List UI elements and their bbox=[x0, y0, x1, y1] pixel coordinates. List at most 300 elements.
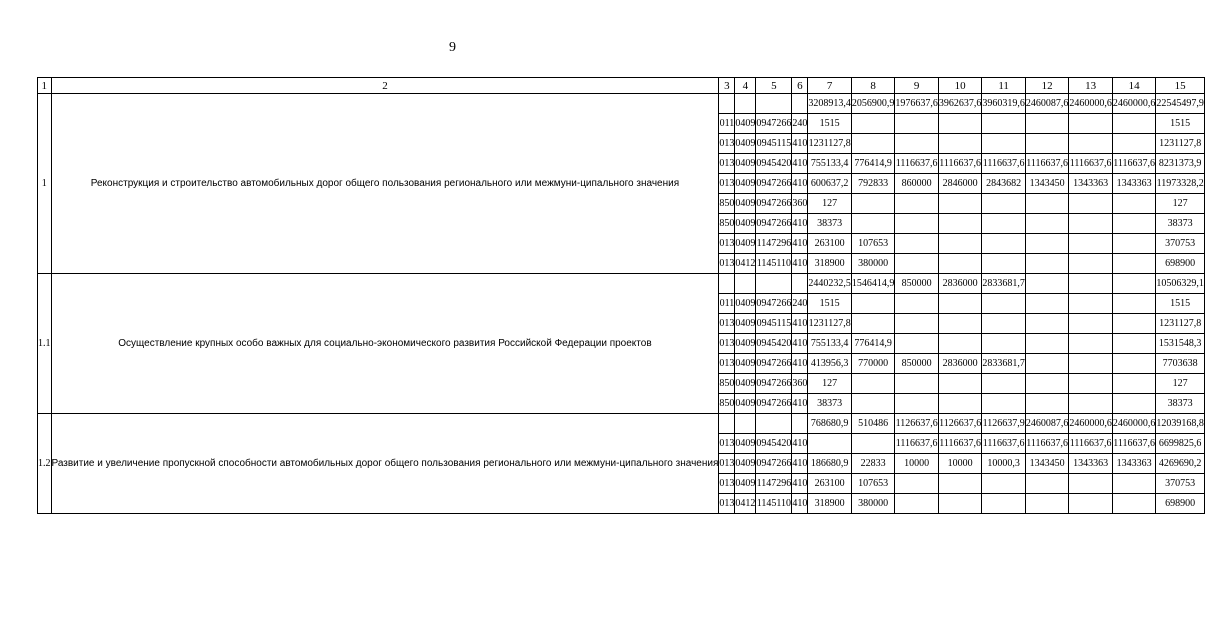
table-cell: 013 bbox=[719, 234, 735, 254]
table-cell: 013 bbox=[719, 454, 735, 474]
table-cell: 410 bbox=[792, 434, 808, 454]
table-cell: 1126637,6 bbox=[895, 414, 939, 434]
table-cell: 013 bbox=[719, 254, 735, 274]
table-cell: 2460000,6 bbox=[1112, 414, 1156, 434]
table-cell: 240 bbox=[792, 114, 808, 134]
table-header bbox=[38, 78, 1205, 94]
table-cell: 127 bbox=[1156, 374, 1205, 394]
table-cell: 0947266 bbox=[756, 214, 792, 234]
table-cell bbox=[1025, 354, 1069, 374]
table-cell bbox=[982, 474, 1026, 494]
column-header: 3 bbox=[719, 78, 735, 94]
table-cell: 1126637,6 bbox=[938, 414, 982, 434]
table-cell bbox=[1112, 114, 1156, 134]
table-cell: 360 bbox=[792, 194, 808, 214]
table-cell bbox=[1112, 394, 1156, 414]
table-cell bbox=[982, 294, 1026, 314]
table-cell bbox=[719, 414, 735, 434]
table-cell bbox=[851, 374, 895, 394]
column-header: 10 bbox=[938, 78, 982, 94]
table-cell: 410 bbox=[792, 474, 808, 494]
column-header: 12 bbox=[1025, 78, 1069, 94]
budget-table bbox=[37, 77, 1205, 514]
table-cell bbox=[1112, 234, 1156, 254]
table-cell: 0947266 bbox=[756, 394, 792, 414]
table-cell bbox=[938, 494, 982, 514]
table-cell bbox=[982, 114, 1026, 134]
table-cell: 1976637,6 bbox=[895, 94, 939, 114]
table-row bbox=[38, 414, 1205, 434]
table-cell: 1343363 bbox=[1112, 454, 1156, 474]
table-cell: 38373 bbox=[1156, 214, 1205, 234]
table-cell bbox=[1025, 374, 1069, 394]
table-cell bbox=[938, 254, 982, 274]
table-cell bbox=[895, 114, 939, 134]
table-cell bbox=[1069, 194, 1113, 214]
table-cell bbox=[756, 274, 792, 294]
table-cell: 1116637,6 bbox=[1112, 434, 1156, 454]
table-cell: 1231127,8 bbox=[808, 314, 852, 334]
table-cell bbox=[895, 494, 939, 514]
column-header: 4 bbox=[735, 78, 756, 94]
table-cell bbox=[1112, 474, 1156, 494]
table-cell: 013 bbox=[719, 314, 735, 334]
table-cell: 755133,4 bbox=[808, 334, 852, 354]
table-cell: 127 bbox=[808, 374, 852, 394]
table-cell: 0409 bbox=[735, 354, 756, 374]
table-cell: 1231127,8 bbox=[1156, 134, 1205, 154]
table-cell bbox=[1069, 314, 1113, 334]
table-cell: 1145110 bbox=[756, 494, 792, 514]
table-cell: 510486 bbox=[851, 414, 895, 434]
table-cell bbox=[938, 474, 982, 494]
table-cell bbox=[792, 274, 808, 294]
table-cell bbox=[719, 94, 735, 114]
table-cell: 186680,9 bbox=[808, 454, 852, 474]
table-cell bbox=[938, 314, 982, 334]
table-cell: 263100 bbox=[808, 474, 852, 494]
table-cell bbox=[982, 234, 1026, 254]
table-cell bbox=[1025, 314, 1069, 334]
table-cell bbox=[938, 374, 982, 394]
section-number: 1 bbox=[38, 94, 52, 274]
table-cell: 410 bbox=[792, 354, 808, 374]
table-cell: 410 bbox=[792, 394, 808, 414]
table-cell bbox=[1025, 134, 1069, 154]
table-cell bbox=[982, 134, 1026, 154]
column-header: 15 bbox=[1156, 78, 1205, 94]
table-cell bbox=[895, 474, 939, 494]
page-number: 9 bbox=[449, 40, 456, 55]
table-cell bbox=[735, 414, 756, 434]
column-header: 8 bbox=[851, 78, 895, 94]
table-cell: 1116637,6 bbox=[1069, 434, 1113, 454]
table-cell: 0945420 bbox=[756, 334, 792, 354]
table-cell: 1343363 bbox=[1069, 454, 1113, 474]
table-cell bbox=[719, 274, 735, 294]
table-cell: 0947266 bbox=[756, 294, 792, 314]
table-cell bbox=[1069, 134, 1113, 154]
table-cell: 1147296 bbox=[756, 474, 792, 494]
section-number: 1.2 bbox=[38, 414, 52, 514]
table-cell: 263100 bbox=[808, 234, 852, 254]
table-cell: 011 bbox=[719, 114, 735, 134]
table-cell: 850 bbox=[719, 194, 735, 214]
table-cell: 0947266 bbox=[756, 374, 792, 394]
column-header: 5 bbox=[756, 78, 792, 94]
table-cell bbox=[982, 194, 1026, 214]
table-cell bbox=[1025, 334, 1069, 354]
table-cell bbox=[895, 254, 939, 274]
table-cell: 410 bbox=[792, 214, 808, 234]
table-cell bbox=[982, 374, 1026, 394]
table-cell bbox=[1112, 334, 1156, 354]
table-cell bbox=[1112, 374, 1156, 394]
table-cell bbox=[1112, 494, 1156, 514]
column-header: 7 bbox=[808, 78, 852, 94]
table-cell bbox=[895, 334, 939, 354]
table-row bbox=[38, 94, 1205, 114]
table-cell: 013 bbox=[719, 174, 735, 194]
table-cell: 0945115 bbox=[756, 134, 792, 154]
table-cell bbox=[1112, 214, 1156, 234]
table-cell: 410 bbox=[792, 134, 808, 154]
table-cell bbox=[938, 214, 982, 234]
table-cell bbox=[1112, 194, 1156, 214]
table-cell: 0409 bbox=[735, 194, 756, 214]
table-cell: 0409 bbox=[735, 174, 756, 194]
table-cell: 1515 bbox=[1156, 294, 1205, 314]
table-cell: 013 bbox=[719, 494, 735, 514]
table-cell: 850 bbox=[719, 214, 735, 234]
table-cell bbox=[1025, 394, 1069, 414]
table-cell: 1116637,6 bbox=[982, 434, 1026, 454]
table-cell bbox=[1112, 294, 1156, 314]
table-cell: 1116637,6 bbox=[1025, 434, 1069, 454]
table-cell bbox=[895, 194, 939, 214]
table-cell: 0409 bbox=[735, 374, 756, 394]
table-cell: 107653 bbox=[851, 234, 895, 254]
table-cell: 776414,9 bbox=[851, 154, 895, 174]
table-cell bbox=[982, 394, 1026, 414]
table-cell: 360 bbox=[792, 374, 808, 394]
table-cell: 1515 bbox=[1156, 114, 1205, 134]
table-cell bbox=[851, 194, 895, 214]
table-cell bbox=[1025, 114, 1069, 134]
table-cell: 2460087,6 bbox=[1025, 94, 1069, 114]
table-cell: 127 bbox=[808, 194, 852, 214]
table-cell: 013 bbox=[719, 434, 735, 454]
table-cell: 0412 bbox=[735, 254, 756, 274]
table-cell: 3962637,6 bbox=[938, 94, 982, 114]
table-cell bbox=[792, 94, 808, 114]
table-cell bbox=[1069, 254, 1113, 274]
table-cell: 1116637,6 bbox=[895, 434, 939, 454]
table-cell bbox=[808, 434, 852, 454]
table-cell bbox=[1069, 234, 1113, 254]
table-cell bbox=[851, 294, 895, 314]
table-cell: 1116637,6 bbox=[1112, 154, 1156, 174]
table-cell: 410 bbox=[792, 254, 808, 274]
table-cell bbox=[1069, 374, 1113, 394]
table-cell: 2843682 bbox=[982, 174, 1026, 194]
table-cell: 380000 bbox=[851, 254, 895, 274]
table-cell: 0945420 bbox=[756, 154, 792, 174]
table-cell bbox=[1025, 474, 1069, 494]
table-cell: 0945420 bbox=[756, 434, 792, 454]
table-cell bbox=[938, 334, 982, 354]
table-cell: 013 bbox=[719, 134, 735, 154]
table-cell: 0947266 bbox=[756, 174, 792, 194]
table-cell: 0409 bbox=[735, 114, 756, 134]
table-cell: 1116637,6 bbox=[895, 154, 939, 174]
table-cell: 38373 bbox=[808, 394, 852, 414]
table-cell: 0409 bbox=[735, 294, 756, 314]
table-cell bbox=[1069, 274, 1113, 294]
table-cell: 850000 bbox=[895, 354, 939, 374]
table-cell: 410 bbox=[792, 454, 808, 474]
table-cell: 776414,9 bbox=[851, 334, 895, 354]
table-cell: 10506329,1 bbox=[1156, 274, 1205, 294]
table-cell bbox=[1112, 314, 1156, 334]
table-cell: 1231127,8 bbox=[1156, 314, 1205, 334]
table-cell: 413956,3 bbox=[808, 354, 852, 374]
table-cell: 1343450 bbox=[1025, 174, 1069, 194]
table-cell bbox=[851, 134, 895, 154]
table-cell bbox=[1025, 214, 1069, 234]
table-cell bbox=[895, 374, 939, 394]
table-cell bbox=[851, 314, 895, 334]
table-cell bbox=[938, 114, 982, 134]
table-cell: 1515 bbox=[808, 114, 852, 134]
table-cell bbox=[1069, 114, 1113, 134]
table-cell bbox=[938, 294, 982, 314]
table-cell: 107653 bbox=[851, 474, 895, 494]
table-cell: 698900 bbox=[1156, 494, 1205, 514]
table-cell: 0947266 bbox=[756, 454, 792, 474]
table-cell: 1147296 bbox=[756, 234, 792, 254]
table-cell: 770000 bbox=[851, 354, 895, 374]
table-cell bbox=[1025, 274, 1069, 294]
table-cell bbox=[982, 214, 1026, 234]
table-cell: 2836000 bbox=[938, 274, 982, 294]
table-cell bbox=[982, 314, 1026, 334]
table-cell: 0409 bbox=[735, 474, 756, 494]
table-cell bbox=[895, 134, 939, 154]
table-cell bbox=[938, 194, 982, 214]
table-cell: 22545497,9 bbox=[1156, 94, 1205, 114]
table-cell bbox=[735, 274, 756, 294]
table-cell: 10000 bbox=[895, 454, 939, 474]
table-cell bbox=[1025, 494, 1069, 514]
table-cell: 370753 bbox=[1156, 474, 1205, 494]
table-cell bbox=[1069, 474, 1113, 494]
table-cell: 0947266 bbox=[756, 114, 792, 134]
table-cell bbox=[792, 414, 808, 434]
table-cell: 0412 bbox=[735, 494, 756, 514]
table-cell: 410 bbox=[792, 334, 808, 354]
table-cell: 1116637,6 bbox=[1069, 154, 1113, 174]
section-name: Реконструкция и строительство автомобильных дорог общего пользования регионального или межмуни-ципального значения bbox=[51, 94, 719, 274]
table-cell bbox=[938, 134, 982, 154]
table-cell bbox=[756, 414, 792, 434]
section-name: Осуществление крупных особо важных для социально-экономического развития Российской Федерации проектов bbox=[51, 274, 719, 414]
table-cell bbox=[735, 94, 756, 114]
table-cell: 1343363 bbox=[1069, 174, 1113, 194]
table-cell: 698900 bbox=[1156, 254, 1205, 274]
table-cell: 0409 bbox=[735, 154, 756, 174]
table-cell: 4269690,2 bbox=[1156, 454, 1205, 474]
table-cell bbox=[1112, 274, 1156, 294]
table-cell bbox=[982, 494, 1026, 514]
table-cell: 1343363 bbox=[1112, 174, 1156, 194]
table-cell: 1126637,9 bbox=[982, 414, 1026, 434]
table-cell: 318900 bbox=[808, 494, 852, 514]
column-header: 14 bbox=[1112, 78, 1156, 94]
table-cell: 0409 bbox=[735, 234, 756, 254]
table-cell bbox=[895, 394, 939, 414]
table-cell: 0409 bbox=[735, 134, 756, 154]
table-cell: 850 bbox=[719, 374, 735, 394]
table-cell bbox=[1025, 254, 1069, 274]
table-cell: 2440232,5 bbox=[808, 274, 852, 294]
table-cell bbox=[1069, 294, 1113, 314]
table-cell: 8231373,9 bbox=[1156, 154, 1205, 174]
table-cell: 1343450 bbox=[1025, 454, 1069, 474]
table-cell: 0945115 bbox=[756, 314, 792, 334]
table-cell: 38373 bbox=[1156, 394, 1205, 414]
table-cell: 1515 bbox=[808, 294, 852, 314]
table-cell: 2833681,7 bbox=[982, 274, 1026, 294]
table-cell: 410 bbox=[792, 314, 808, 334]
table-cell: 0409 bbox=[735, 334, 756, 354]
table-cell bbox=[895, 314, 939, 334]
table-cell bbox=[1025, 234, 1069, 254]
table-cell: 1145110 bbox=[756, 254, 792, 274]
table-cell: 768680,9 bbox=[808, 414, 852, 434]
table-cell: 0947266 bbox=[756, 194, 792, 214]
table-cell: 22833 bbox=[851, 454, 895, 474]
table-cell bbox=[1069, 394, 1113, 414]
table-cell: 0409 bbox=[735, 434, 756, 454]
table-cell: 0409 bbox=[735, 314, 756, 334]
table-cell: 3208913,4 bbox=[808, 94, 852, 114]
table-cell: 410 bbox=[792, 154, 808, 174]
table-cell: 2836000 bbox=[938, 354, 982, 374]
table-cell: 11973328,2 bbox=[1156, 174, 1205, 194]
table-cell: 013 bbox=[719, 474, 735, 494]
table-cell bbox=[1112, 354, 1156, 374]
table-cell bbox=[851, 434, 895, 454]
table-cell: 2460000,6 bbox=[1069, 94, 1113, 114]
table-cell: 2460087,6 bbox=[1025, 414, 1069, 434]
section-number: 1.1 bbox=[38, 274, 52, 414]
table-cell: 860000 bbox=[895, 174, 939, 194]
table-cell: 12039168,8 bbox=[1156, 414, 1205, 434]
table-cell bbox=[982, 254, 1026, 274]
column-header: 1 bbox=[38, 78, 52, 94]
table-cell bbox=[1112, 134, 1156, 154]
table-cell: 2460000,6 bbox=[1069, 414, 1113, 434]
table-cell: 2056900,9 bbox=[851, 94, 895, 114]
table-body bbox=[38, 94, 1205, 514]
header-row bbox=[38, 78, 1205, 94]
table-cell: 410 bbox=[792, 494, 808, 514]
table-cell bbox=[851, 114, 895, 134]
table-cell: 7703638 bbox=[1156, 354, 1205, 374]
table-cell bbox=[938, 394, 982, 414]
column-header: 11 bbox=[982, 78, 1026, 94]
table-cell bbox=[1069, 494, 1113, 514]
table-cell: 600637,2 bbox=[808, 174, 852, 194]
column-header: 9 bbox=[895, 78, 939, 94]
column-header: 13 bbox=[1069, 78, 1113, 94]
table-cell bbox=[851, 394, 895, 414]
table-cell: 318900 bbox=[808, 254, 852, 274]
table-cell: 850000 bbox=[895, 274, 939, 294]
table-cell bbox=[756, 94, 792, 114]
table-cell bbox=[938, 234, 982, 254]
table-cell: 013 bbox=[719, 354, 735, 374]
table-cell bbox=[895, 294, 939, 314]
table-cell: 1116637,6 bbox=[938, 154, 982, 174]
table-cell: 10000,3 bbox=[982, 454, 1026, 474]
table-cell: 1116637,6 bbox=[1025, 154, 1069, 174]
table-cell bbox=[1025, 294, 1069, 314]
table-cell: 127 bbox=[1156, 194, 1205, 214]
table-cell: 011 bbox=[719, 294, 735, 314]
table-cell bbox=[1025, 194, 1069, 214]
table-cell: 6699825,6 bbox=[1156, 434, 1205, 454]
table-cell: 10000 bbox=[938, 454, 982, 474]
table-cell bbox=[851, 214, 895, 234]
table-cell: 1116637,6 bbox=[982, 154, 1026, 174]
section-name: Развитие и увеличение пропускной способности автомобильных дорог общего пользования регионального или межмуни-ципального значения bbox=[51, 414, 719, 514]
table-cell: 1231127,8 bbox=[808, 134, 852, 154]
table-cell bbox=[1112, 254, 1156, 274]
table-cell: 1116637,6 bbox=[938, 434, 982, 454]
table-cell: 2460000,6 bbox=[1112, 94, 1156, 114]
column-header: 6 bbox=[792, 78, 808, 94]
table-cell: 3960319,6 bbox=[982, 94, 1026, 114]
table-cell: 792833 bbox=[851, 174, 895, 194]
table-cell bbox=[1069, 214, 1113, 234]
table-cell: 380000 bbox=[851, 494, 895, 514]
table-cell: 0947266 bbox=[756, 354, 792, 374]
table-cell: 2846000 bbox=[938, 174, 982, 194]
table-cell: 0409 bbox=[735, 454, 756, 474]
column-header: 2 bbox=[51, 78, 719, 94]
table-cell: 755133,4 bbox=[808, 154, 852, 174]
table-cell: 0409 bbox=[735, 394, 756, 414]
table-cell: 410 bbox=[792, 234, 808, 254]
table-cell: 38373 bbox=[808, 214, 852, 234]
table-cell: 0409 bbox=[735, 214, 756, 234]
table-cell: 410 bbox=[792, 174, 808, 194]
table-cell bbox=[895, 234, 939, 254]
table-cell bbox=[1069, 354, 1113, 374]
table-cell: 1546414,9 bbox=[851, 274, 895, 294]
table-cell bbox=[982, 334, 1026, 354]
table-cell: 850 bbox=[719, 394, 735, 414]
table-cell: 013 bbox=[719, 334, 735, 354]
table-cell: 370753 bbox=[1156, 234, 1205, 254]
table-cell bbox=[895, 214, 939, 234]
table-row bbox=[38, 274, 1205, 294]
table-cell: 240 bbox=[792, 294, 808, 314]
table-cell: 1531548,3 bbox=[1156, 334, 1205, 354]
table-cell: 013 bbox=[719, 154, 735, 174]
